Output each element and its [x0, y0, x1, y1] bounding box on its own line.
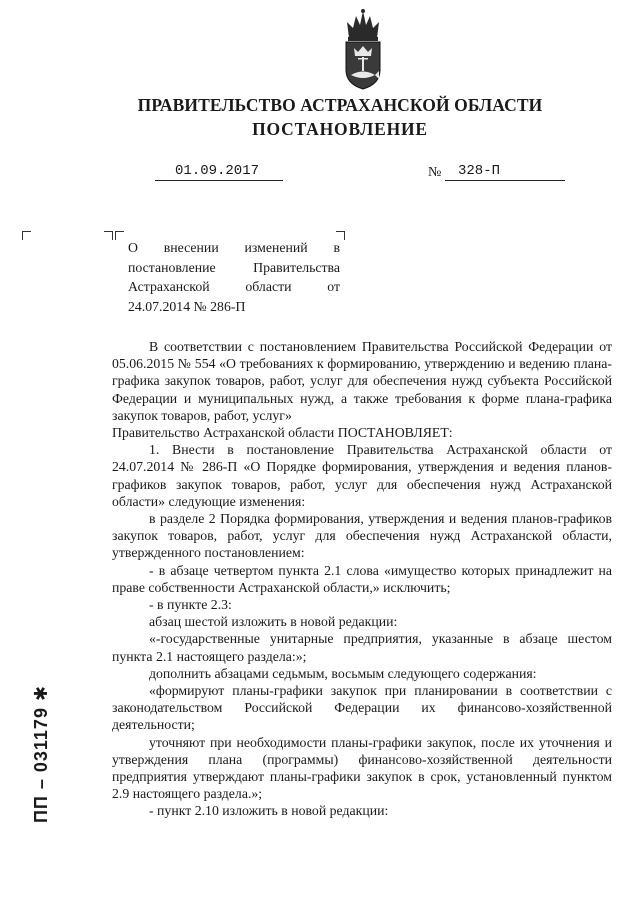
decree-subject: О внесении изменений в постановление Правительства Астраханской области от 24.07.2014 № 286-П: [128, 240, 340, 314]
body-paragraph: «формируют планы-графики закупок при планировании в соответствии с законодательством Российской Федерации их финансово-хозяйственной деятельности;: [112, 683, 612, 733]
number-underline: [445, 180, 565, 181]
body-paragraph: - в пункте 2.3:: [149, 597, 232, 613]
body-paragraph: 1. Внести в постановление Правительства Астраханской области от 24.07.2014 № 286-П «О Порядке формирования, утверждения и ведения планов-графиков закупок товаров, работ, услуг для обеспечения нужд Астраханской области» следующие изменения:: [112, 442, 612, 509]
coat-of-arms-icon: [341, 8, 385, 92]
decree-body: [112, 338, 612, 820]
body-paragraph: - пункт 2.10 изложить в новой редакции:: [149, 803, 389, 819]
body-paragraph: «-государственные унитарные предприятия, указанные в абзаце шестом пункта 2.1 настоящего раздела:»;: [112, 631, 612, 664]
number-label: №: [428, 165, 442, 180]
subject-corner-mark-left-inner: [115, 231, 124, 240]
body-paragraph: Правительство Астраханской области ПОСТАНОВЛЯЕТ:: [112, 425, 453, 441]
decree-date: 01.09.2017: [175, 163, 260, 179]
government-title: ПРАВИТЕЛЬСТВО АСТРАХАНСКОЙ ОБЛАСТИ: [137, 95, 543, 115]
date-underline: [155, 180, 283, 181]
left-corner-mark: [22, 231, 31, 240]
side-serial-stamp: ПП – 031179 ✱: [31, 684, 51, 823]
subject-corner-mark-left: [104, 231, 113, 240]
body-paragraph: в разделе 2 Порядка формирования, утверждения и ведения планов-графиков закупок товаров, работ, услуг для обеспечения нужд Астраханской области, утвержденного постановлением:: [112, 511, 612, 561]
body-paragraph: уточняют при необходимости планы-графики закупок, после их уточнения и утверждения плана (программы) финансово-хозяйственной деятельности предприятия утверждают планы-графики закупок в срок, установленный пунктом 2.9 настоящего раздела.»;: [112, 734, 612, 802]
body-paragraph: В соответствии с постановлением Правительства Российской Федерации от 05.06.2015 № 554 «О требованиях к формированию, утверждению и ведению плана-графика закупок товаров, работ, услуг для обеспечения нужд субъекта Российской Федерации и муниципальных нужд, а также требования к форме плана-графика закупок товаров, работ, услуг»: [112, 339, 612, 423]
document-type-title: ПОСТАНОВЛЕНИЕ: [252, 119, 428, 139]
body-paragraph: абзац шестой изложить в новой редакции:: [149, 614, 398, 630]
body-paragraph: дополнить абзацами седьмым, восьмым следующего содержания:: [149, 665, 537, 681]
body-paragraph: - в абзаце четвертом пункта 2.1 слова «имущество которых принадлежит на праве собственности Астраханской области,» исключить;: [112, 562, 612, 595]
decree-number: 328-П: [458, 163, 501, 179]
